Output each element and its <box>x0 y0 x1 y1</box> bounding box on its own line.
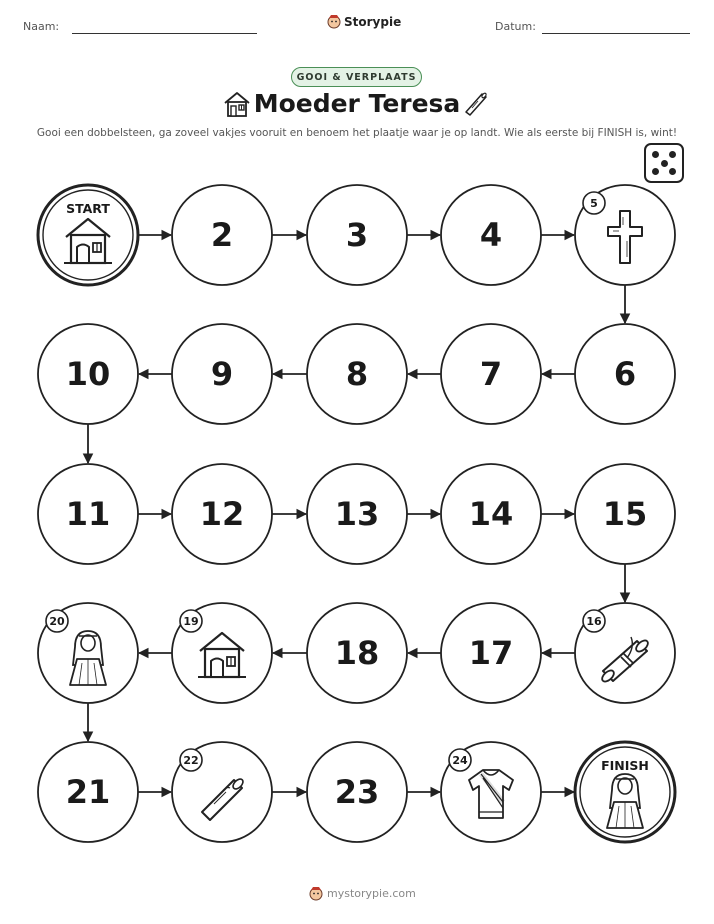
cell-number: 20 <box>49 615 65 628</box>
footer-url[interactable]: mystorypie.com <box>327 887 416 900</box>
cell-number: 24 <box>452 754 468 767</box>
cell-number: 23 <box>334 773 380 811</box>
cell-number: 12 <box>199 495 245 533</box>
board-cell-18 <box>307 603 407 703</box>
board-cell-17 <box>441 603 541 703</box>
cell-number: 15 <box>602 495 648 533</box>
cell-number: 7 <box>479 355 503 393</box>
board-cell-22 <box>172 742 272 842</box>
board-cell-19 <box>172 603 272 703</box>
cell-number: 4 <box>479 216 503 254</box>
cell-number: 5 <box>590 197 598 210</box>
date-label: Datum: <box>495 20 536 33</box>
nun-icon <box>607 774 643 828</box>
cell-number: 8 <box>345 355 369 393</box>
board-cell-21 <box>38 742 138 842</box>
cell-number: 9 <box>210 355 234 393</box>
cell-number: 17 <box>468 634 514 672</box>
cell-number: 18 <box>334 634 380 672</box>
brand-name: Storypie <box>344 14 402 29</box>
board-cell-16 <box>575 603 675 703</box>
board-cell-9 <box>172 324 272 424</box>
nun-icon <box>70 631 106 685</box>
board-cell-2 <box>172 185 272 285</box>
board-cell-4 <box>441 185 541 285</box>
board-cell-14 <box>441 464 541 564</box>
board-cell-13 <box>307 464 407 564</box>
cell-number: 14 <box>468 495 514 533</box>
cell-number: 2 <box>210 216 234 254</box>
cell-number: 10 <box>65 355 111 393</box>
storypie-mascot-icon <box>309 886 323 901</box>
instructions: Gooi een dobbelsteen, ga zoveel vakjes vooruit en benoem het plaatje waar je op landt. Wie als eerste bij FINISH is, wint! <box>36 127 678 139</box>
footer <box>309 886 416 901</box>
board-cell-7 <box>441 324 541 424</box>
board-cell-3 <box>307 185 407 285</box>
name-label: Naam: <box>23 20 60 33</box>
start-label: START <box>66 201 110 216</box>
board-cell-24 <box>441 742 541 842</box>
cell-number: 11 <box>65 495 111 533</box>
board-cell-20 <box>38 603 138 703</box>
cell-number: 16 <box>586 615 602 628</box>
board-cell-15 <box>575 464 675 564</box>
board-cell-10 <box>38 324 138 424</box>
board-cell-11 <box>38 464 138 564</box>
finish-label: FINISH <box>601 758 649 773</box>
board-cells <box>38 185 675 842</box>
board-cell-8 <box>307 324 407 424</box>
cell-number: 3 <box>345 216 369 254</box>
board-cell-12 <box>172 464 272 564</box>
cell-number: 19 <box>183 615 199 628</box>
board-cell-23 <box>307 742 407 842</box>
cell-number: 6 <box>613 355 637 393</box>
board-cell-5 <box>575 185 675 285</box>
cell-number: 21 <box>65 773 111 811</box>
game-type-badge: GOOI & VERPLAATS <box>291 67 422 87</box>
cell-number: 22 <box>183 754 199 767</box>
board-cell-25 <box>575 742 675 842</box>
cell-number: 13 <box>334 495 380 533</box>
board-cell-6 <box>575 324 675 424</box>
page-title: Moeder Teresa <box>253 89 461 118</box>
board-cell-1 <box>38 185 138 285</box>
